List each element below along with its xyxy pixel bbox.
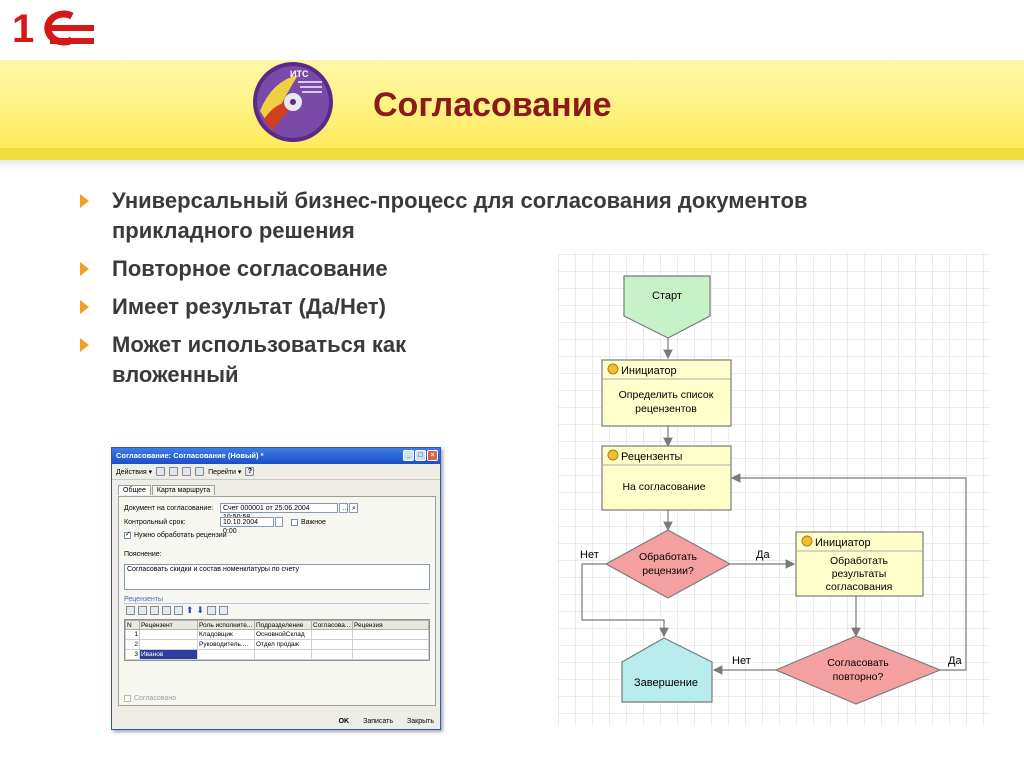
doc-row bbox=[124, 503, 358, 513]
finish-label: Завершение bbox=[634, 677, 698, 689]
save-button[interactable]: Записать bbox=[363, 718, 394, 725]
general-panel bbox=[118, 496, 436, 706]
initiator2-role-label: Инициатор bbox=[815, 537, 871, 549]
process-row bbox=[124, 532, 227, 539]
table-header-row bbox=[126, 621, 429, 630]
initiator2-task-label-1: Обработать bbox=[829, 555, 889, 567]
column-header[interactable]: Рецензент bbox=[140, 621, 198, 630]
goto-menu-label: Перейти bbox=[208, 468, 236, 476]
bullet-arrow-icon bbox=[80, 300, 89, 314]
doc-field[interactable]: Счет 000001 от 25.06.2004 bbox=[220, 503, 338, 513]
process-diagram bbox=[558, 254, 990, 726]
table-cell[interactable] bbox=[353, 640, 429, 650]
agreed-label: Согласовано bbox=[134, 695, 177, 702]
user-icon bbox=[608, 450, 618, 460]
important-checkbox[interactable] bbox=[291, 519, 298, 526]
bullet-arrow-icon bbox=[80, 338, 89, 352]
table-cell[interactable] bbox=[312, 640, 353, 650]
table-row[interactable] bbox=[126, 630, 429, 640]
table-cell[interactable]: ОсновнойСклад bbox=[255, 630, 312, 640]
important-label: Важное bbox=[301, 518, 326, 526]
bullet-text: Повторное согласование bbox=[112, 256, 388, 281]
help-icon[interactable]: ? bbox=[245, 467, 254, 476]
doc-label: Документ на согласование: bbox=[124, 504, 214, 512]
tab-general[interactable]: Общее bbox=[118, 485, 151, 495]
decision2-label-1: Согласовать bbox=[827, 657, 889, 669]
start-label: Старт bbox=[652, 290, 682, 302]
bullet-arrow-icon bbox=[80, 262, 89, 276]
process-reviews-label: Нужно обработать рецензии bbox=[134, 532, 227, 539]
refresh-icon[interactable] bbox=[169, 467, 178, 476]
decision1-label-2: рецензии? bbox=[642, 565, 694, 577]
initiator2-task-label-3: согласования bbox=[825, 581, 893, 593]
table-cell: 3 bbox=[126, 650, 140, 660]
doc-open-icon[interactable]: ⌕ bbox=[349, 503, 358, 513]
user-icon bbox=[608, 364, 618, 374]
decision2-no-label: Нет bbox=[732, 655, 751, 667]
edit-row-icon[interactable] bbox=[150, 606, 159, 615]
header-band-shadow bbox=[0, 160, 1024, 170]
approval-form-window bbox=[111, 447, 441, 730]
decision1-yes-label: Да bbox=[756, 549, 770, 561]
table-cell[interactable]: Кладовщик bbox=[198, 630, 255, 640]
deadline-label: Контрольный срок: bbox=[124, 518, 186, 526]
column-header[interactable]: Согласова... bbox=[312, 621, 353, 630]
decision1-label-1: Обработать bbox=[638, 551, 698, 563]
doc-select-icon[interactable]: … bbox=[339, 503, 348, 513]
deadline-calendar-icon[interactable] bbox=[275, 517, 283, 527]
agreed-checkbox[interactable] bbox=[124, 695, 131, 702]
reviewers-task-label: На согласование bbox=[622, 481, 706, 493]
close-button[interactable]: Закрыть bbox=[407, 718, 434, 725]
decision2-yes-label: Да bbox=[948, 655, 962, 667]
column-header[interactable]: Рецензия bbox=[353, 621, 429, 630]
note-textarea[interactable]: Согласовать скидки и состав номенклатуры по счету bbox=[124, 564, 430, 590]
bullet-text: Универсальный бизнес-процесс для согласования документов прикладного решения bbox=[112, 188, 808, 243]
agreed-row bbox=[124, 695, 176, 702]
form-buttons bbox=[337, 717, 436, 726]
svg-text:1: 1 bbox=[12, 7, 35, 50]
table-cell[interactable] bbox=[140, 640, 198, 650]
note-label-row bbox=[124, 551, 162, 558]
decision2-label-2: повторно? bbox=[832, 671, 884, 683]
write-icon[interactable] bbox=[156, 467, 165, 476]
page-title: Согласование bbox=[373, 86, 612, 124]
column-header[interactable]: N bbox=[126, 621, 140, 630]
table-cell: 1 bbox=[126, 630, 140, 640]
reviewers-task-node[interactable] bbox=[602, 446, 731, 510]
table-row[interactable] bbox=[126, 640, 429, 650]
maximize-icon[interactable]: □ bbox=[415, 450, 426, 461]
form-tabs bbox=[118, 485, 216, 495]
initiator2-task-label-2: результаты bbox=[831, 568, 887, 580]
bullet-arrow-icon bbox=[80, 194, 89, 208]
note-label: Пояснение: bbox=[124, 551, 162, 558]
bullet-text: Может использоваться как вложенный bbox=[112, 332, 407, 387]
table-cell[interactable]: Иванов bbox=[140, 650, 198, 660]
sort-desc-icon[interactable] bbox=[219, 606, 228, 615]
initiator-task-label-1: Определить список bbox=[618, 389, 714, 401]
delete-row-icon[interactable] bbox=[162, 606, 171, 615]
reviewers-section-title: Рецензенты bbox=[124, 596, 430, 604]
actions-menu[interactable]: Действия ▾ bbox=[116, 468, 153, 476]
form-toolbar bbox=[112, 464, 440, 480]
reviewers-role-label: Рецензенты bbox=[621, 451, 683, 463]
table-cell[interactable] bbox=[312, 650, 353, 660]
column-header[interactable]: Подразделение bbox=[255, 621, 312, 630]
initiator-task-node[interactable] bbox=[602, 360, 731, 426]
move-down-icon[interactable]: ⬇ bbox=[196, 605, 205, 615]
end-edit-icon[interactable] bbox=[174, 606, 183, 615]
table-cell[interactable] bbox=[312, 630, 353, 640]
goto-menu[interactable]: Перейти ▾ bbox=[208, 468, 242, 476]
1c-logo bbox=[10, 6, 96, 50]
deadline-field[interactable]: 10.10.2004 0:00 bbox=[220, 517, 274, 527]
user-icon bbox=[802, 536, 812, 546]
table-cell[interactable] bbox=[140, 630, 198, 640]
decision1-no-label: Нет bbox=[580, 549, 599, 561]
initiator-role-label: Инициатор bbox=[621, 365, 677, 377]
bullet-text: Имеет результат (Да/Нет) bbox=[112, 294, 386, 319]
table-row[interactable] bbox=[126, 650, 429, 660]
reviewers-table bbox=[124, 619, 430, 661]
table-cell: 2 bbox=[126, 640, 140, 650]
reviewers-toolbar bbox=[126, 606, 228, 615]
actions-menu-label: Действия bbox=[116, 468, 147, 476]
window-title: Согласование: Согласование (Новый) * bbox=[116, 451, 264, 460]
initiator-results-task-node[interactable] bbox=[796, 532, 923, 596]
close-icon[interactable]: × bbox=[427, 450, 438, 461]
minimize-icon[interactable]: _ bbox=[403, 450, 414, 461]
sort-asc-icon[interactable] bbox=[207, 606, 216, 615]
table-cell[interactable] bbox=[198, 650, 255, 660]
initiator-task-label-2: рецензентов bbox=[635, 403, 697, 415]
process-reviews-checkbox[interactable] bbox=[124, 532, 131, 539]
header-band-stripe bbox=[0, 148, 1024, 160]
bullet-item bbox=[78, 186, 958, 246]
copy-icon[interactable] bbox=[182, 467, 191, 476]
disc-label: ИТС bbox=[290, 69, 309, 79]
table-cell[interactable] bbox=[353, 630, 429, 640]
ok-button[interactable]: OK bbox=[338, 718, 350, 725]
tab-route-map[interactable]: Карта маршрута bbox=[152, 485, 215, 495]
deadline-row bbox=[124, 517, 326, 535]
move-up-icon[interactable]: ⬆ bbox=[186, 605, 194, 615]
table-cell[interactable] bbox=[255, 650, 312, 660]
table-cell[interactable]: Отдел продаж bbox=[255, 640, 312, 650]
table-cell[interactable]: Руководитель ... bbox=[198, 640, 255, 650]
table-cell[interactable] bbox=[353, 650, 429, 660]
print-icon[interactable] bbox=[195, 467, 204, 476]
copy-row-icon[interactable] bbox=[138, 606, 147, 615]
column-header[interactable]: Роль исполните... bbox=[198, 621, 255, 630]
its-disc-icon bbox=[252, 61, 334, 143]
add-row-icon[interactable] bbox=[126, 606, 135, 615]
window-titlebar[interactable] bbox=[112, 448, 440, 464]
